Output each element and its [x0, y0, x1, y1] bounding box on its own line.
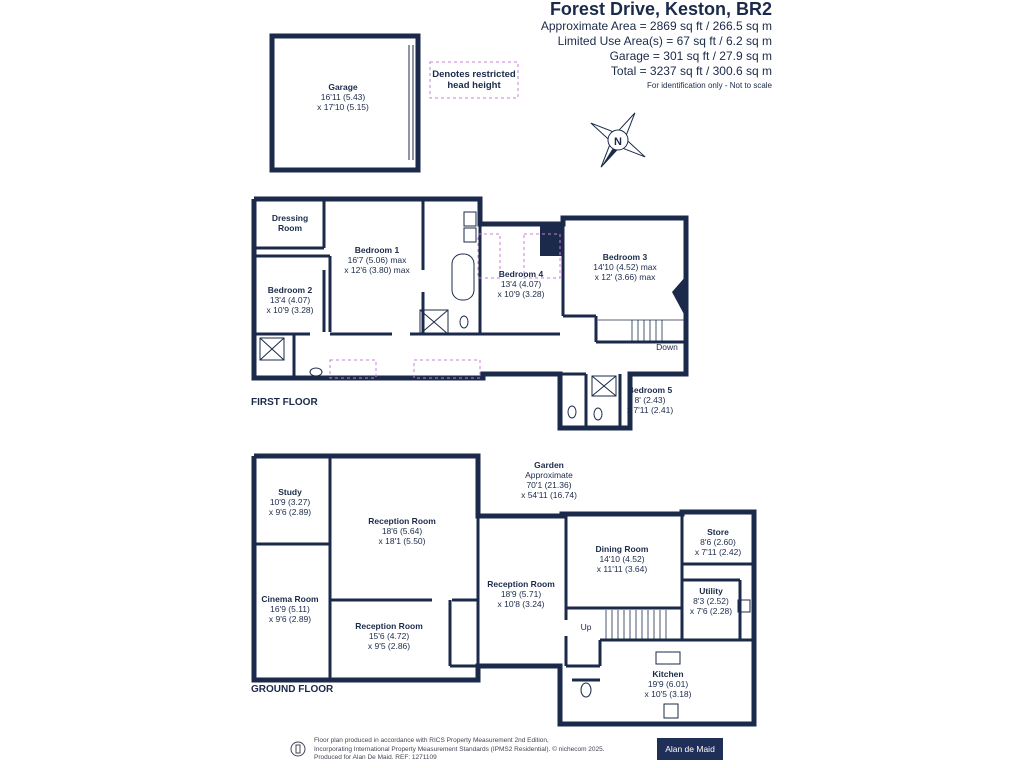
garage-dim1: 16'11 (5.43)	[320, 92, 366, 102]
bedroom2-dim2: x 10'9 (3.28)	[266, 305, 314, 315]
stairs-down-label: Down	[656, 342, 678, 352]
total-area: Total = 3237 sq ft / 300.6 sq m	[610, 64, 772, 78]
bedroom1-dim1: 16'7 (5.06) max	[347, 255, 407, 265]
dining-room-dim2: x 11'11 (3.64)	[596, 564, 648, 574]
compass-north-label: N	[614, 136, 622, 148]
cinema-room-dim1: 16'9 (5.11)	[270, 604, 310, 614]
bedroom2-dim1: 13'4 (4.07)	[269, 295, 311, 305]
first-floor-label: FIRST FLOOR	[251, 397, 318, 408]
dining-room-label: Dining Room	[595, 544, 649, 554]
study-dim2: x 9'6 (2.89)	[268, 507, 312, 517]
reception-hall-dim1: 18'9 (5.71)	[500, 589, 542, 599]
stairs-up-label: Up	[580, 622, 592, 632]
store-dim1: 8'6 (2.60)	[700, 537, 736, 547]
footer-line-3: Produced for Alan De Maid. REF: 1271109	[314, 754, 437, 761]
garage-label: Garage	[328, 82, 358, 92]
reception-main-dim2: x 18'1 (5.50)	[378, 536, 426, 546]
restricted-legend-line1: Denotes restricted	[432, 69, 516, 80]
bedroom4-label: Bedroom 4	[498, 269, 544, 279]
reception-hall-dim2: x 10'8 (3.24)	[497, 599, 545, 609]
approximate-area: Approximate Area = 2869 sq ft / 266.5 sq m	[540, 19, 772, 33]
reception-small-label: Reception Room	[355, 621, 423, 631]
cinema-room-label: Cinema Room	[261, 594, 319, 604]
bedroom3-dim2: x 12' (3.66) max	[594, 272, 656, 282]
garden-dim1: 70'1 (21.36)	[526, 480, 572, 490]
footer-text	[314, 737, 644, 763]
bedroom1-label: Bedroom 1	[354, 245, 400, 255]
bedroom4-dim1: 13'4 (4.07)	[500, 279, 542, 289]
garden-dim0: Approximate	[525, 470, 573, 480]
dining-room-dim1: 14'10 (4.52)	[599, 554, 645, 564]
garden-label: Garden	[534, 460, 564, 470]
brand-logo: Alan de Maid	[657, 738, 723, 760]
utility-label: Utility	[699, 586, 723, 596]
bedroom3-dim1: 14'10 (4.52) max	[593, 262, 657, 272]
footer-line-2: Incorporating International Property Measurement Standards (IPMS2 Residential). © nichecom 2025.	[314, 745, 605, 753]
bedroom5-dim2: x 7'11 (2.41)	[626, 405, 674, 415]
store-label: Store	[707, 527, 729, 537]
study-label: Study	[278, 487, 302, 497]
floorplan-standard-icon	[290, 739, 306, 759]
dressing-room-label-2: Room	[277, 223, 303, 233]
reception-hall-label: Reception Room	[487, 579, 555, 589]
reception-small-dim1: 15'6 (4.72)	[368, 631, 410, 641]
reception-main-label: Reception Room	[368, 516, 436, 526]
scale-note: For identification only - Not to scale	[647, 81, 772, 90]
restricted-legend-line2: head height	[447, 80, 501, 91]
kitchen-dim1: 19'9 (6.01)	[647, 679, 689, 689]
bedroom3-label: Bedroom 3	[602, 252, 648, 262]
study-dim1: 10'9 (3.27)	[269, 497, 311, 507]
bedroom4-dim2: x 10'9 (3.28)	[497, 289, 545, 299]
bedroom5-label: Bedroom 5	[627, 385, 673, 395]
store-dim2: x 7'11 (2.42)	[694, 547, 742, 557]
footer-line-1: Floor plan produced in accordance with RICS Property Measurement 2nd Edition,	[314, 737, 549, 744]
bedroom2-label: Bedroom 2	[267, 285, 313, 295]
reception-small-dim2: x 9'5 (2.86)	[367, 641, 411, 651]
kitchen-label: Kitchen	[652, 669, 684, 679]
garage-dim2: x 17'10 (5.15)	[317, 102, 369, 112]
garden-dim2: x 54'11 (16.74)	[521, 490, 577, 500]
bedroom5-dim1: 8' (2.43)	[634, 395, 666, 405]
ground-floor-label: GROUND FLOOR	[251, 684, 334, 695]
limited-use-area: Limited Use Area(s) = 67 sq ft / 6.2 sq m	[557, 34, 772, 48]
property-title: Forest Drive, Keston, BR2	[549, 0, 772, 19]
kitchen-dim2: x 10'5 (3.18)	[644, 689, 692, 699]
dressing-room-label: Dressing	[271, 213, 309, 223]
bedroom1-dim2: x 12'6 (3.80) max	[344, 265, 410, 275]
cinema-room-dim2: x 9'6 (2.89)	[268, 614, 312, 624]
utility-dim2: x 7'6 (2.28)	[689, 606, 733, 616]
garage-area: Garage = 301 sq ft / 27.9 sq m	[609, 49, 772, 63]
utility-dim1: 8'3 (2.52)	[693, 596, 729, 606]
reception-main-dim1: 18'6 (5.64)	[381, 526, 423, 536]
